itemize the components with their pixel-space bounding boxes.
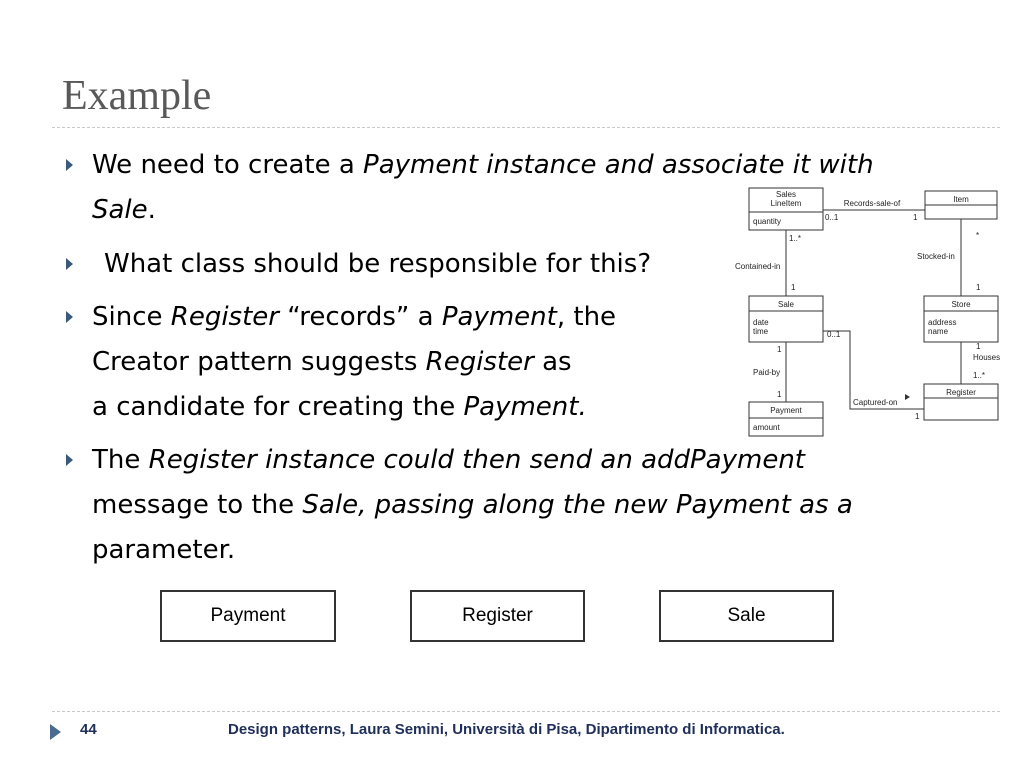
sale-class-box: Sale bbox=[659, 590, 834, 642]
class-name: Payment bbox=[770, 406, 802, 415]
bullet-4-line-1 bbox=[92, 438, 805, 483]
multiplicity: 1..* bbox=[789, 234, 802, 243]
bullet-text: We need to create a bbox=[92, 150, 355, 180]
bullet-text-italic: Sale, passing along the new Payment as a bbox=[302, 490, 853, 520]
bullet-text: message to the bbox=[92, 490, 295, 520]
multiplicity: * bbox=[976, 231, 980, 240]
bullet-3-line-2 bbox=[92, 340, 572, 385]
class-name: Item bbox=[953, 195, 969, 204]
class-name: Sales bbox=[775, 190, 797, 199]
footer-arrow-icon bbox=[50, 724, 61, 740]
bullet-arrow-icon bbox=[66, 454, 73, 466]
bullet-arrow-icon bbox=[66, 311, 73, 323]
multiplicity: 1 bbox=[913, 213, 918, 222]
bullet-text: Since bbox=[92, 302, 163, 332]
bullet-text-italic: Register bbox=[170, 302, 279, 332]
bullet-text: “records” a bbox=[287, 302, 434, 332]
association-label: Records-sale-of bbox=[843, 199, 901, 208]
bullet-text: . bbox=[147, 195, 156, 225]
bullet-text: The bbox=[92, 445, 141, 475]
page-number: 44 bbox=[80, 721, 97, 738]
bullet-text: , the bbox=[556, 302, 617, 332]
bullet-text: Creator pattern suggests bbox=[92, 347, 418, 377]
slide-title: Example bbox=[62, 73, 212, 119]
bullet-text-italic: Payment bbox=[441, 302, 557, 332]
multiplicity: 1..* bbox=[973, 371, 986, 380]
bullet-4-line-2 bbox=[92, 483, 853, 528]
class-name: LineItem bbox=[770, 199, 802, 208]
multiplicity: 1 bbox=[976, 342, 981, 351]
multiplicity: 1 bbox=[777, 390, 782, 399]
attribute: address bbox=[928, 318, 957, 327]
class-name: Store bbox=[951, 300, 971, 309]
bullet-arrow-icon bbox=[66, 258, 73, 270]
bullet-text-italic: Register bbox=[425, 347, 534, 377]
bullet-text-italic: Payment instance and associate it with bbox=[363, 150, 874, 180]
bullet-text: a candidate for creating the bbox=[92, 392, 456, 422]
uml-domain-diagram bbox=[733, 183, 1003, 443]
bullet-arrow-icon bbox=[66, 159, 73, 171]
direction-arrow-icon bbox=[905, 394, 910, 400]
association-label: Stocked-in bbox=[917, 252, 955, 261]
association-label: Paid-by bbox=[753, 368, 781, 377]
bullet-3-line-3 bbox=[92, 385, 587, 430]
register-class-box: Register bbox=[410, 590, 585, 642]
attribute: name bbox=[928, 327, 949, 336]
multiplicity: 1 bbox=[976, 283, 981, 292]
multiplicity: 0..1 bbox=[827, 330, 841, 339]
attribute: time bbox=[753, 327, 769, 336]
bullet-1-line-1 bbox=[92, 143, 874, 188]
bullet-3-line-1 bbox=[92, 295, 616, 340]
attribute: quantity bbox=[753, 217, 782, 226]
payment-class-box: Payment bbox=[160, 590, 336, 642]
bullet-text: as bbox=[542, 347, 572, 377]
bullet-2: What class should be responsible for this? bbox=[104, 249, 652, 279]
multiplicity: 1 bbox=[791, 283, 796, 292]
class-name: Register bbox=[946, 388, 976, 397]
bullet-text-italic: Register instance could then send an addPayment bbox=[148, 445, 805, 475]
title-divider bbox=[52, 127, 1000, 128]
footer-credit: Design patterns, Laura Semini, Università di Pisa, Dipartimento di Informatica. bbox=[228, 721, 785, 738]
bullet-4-line-3: parameter. bbox=[92, 535, 236, 565]
association-label: Captured-on bbox=[853, 398, 898, 407]
multiplicity: 1 bbox=[777, 345, 782, 354]
association-label: Houses bbox=[973, 353, 1001, 362]
association-label: Contained-in bbox=[735, 262, 781, 271]
bullet-1-line-2 bbox=[92, 188, 156, 233]
multiplicity: 0..1 bbox=[825, 213, 839, 222]
bullet-text-italic: Sale bbox=[92, 195, 148, 225]
bullet-text-italic: Payment. bbox=[463, 392, 587, 422]
class-name: Sale bbox=[777, 300, 795, 309]
attribute: date bbox=[753, 318, 769, 327]
footer-divider bbox=[52, 711, 1000, 712]
attribute: amount bbox=[753, 423, 780, 432]
multiplicity: 1 bbox=[915, 412, 920, 421]
